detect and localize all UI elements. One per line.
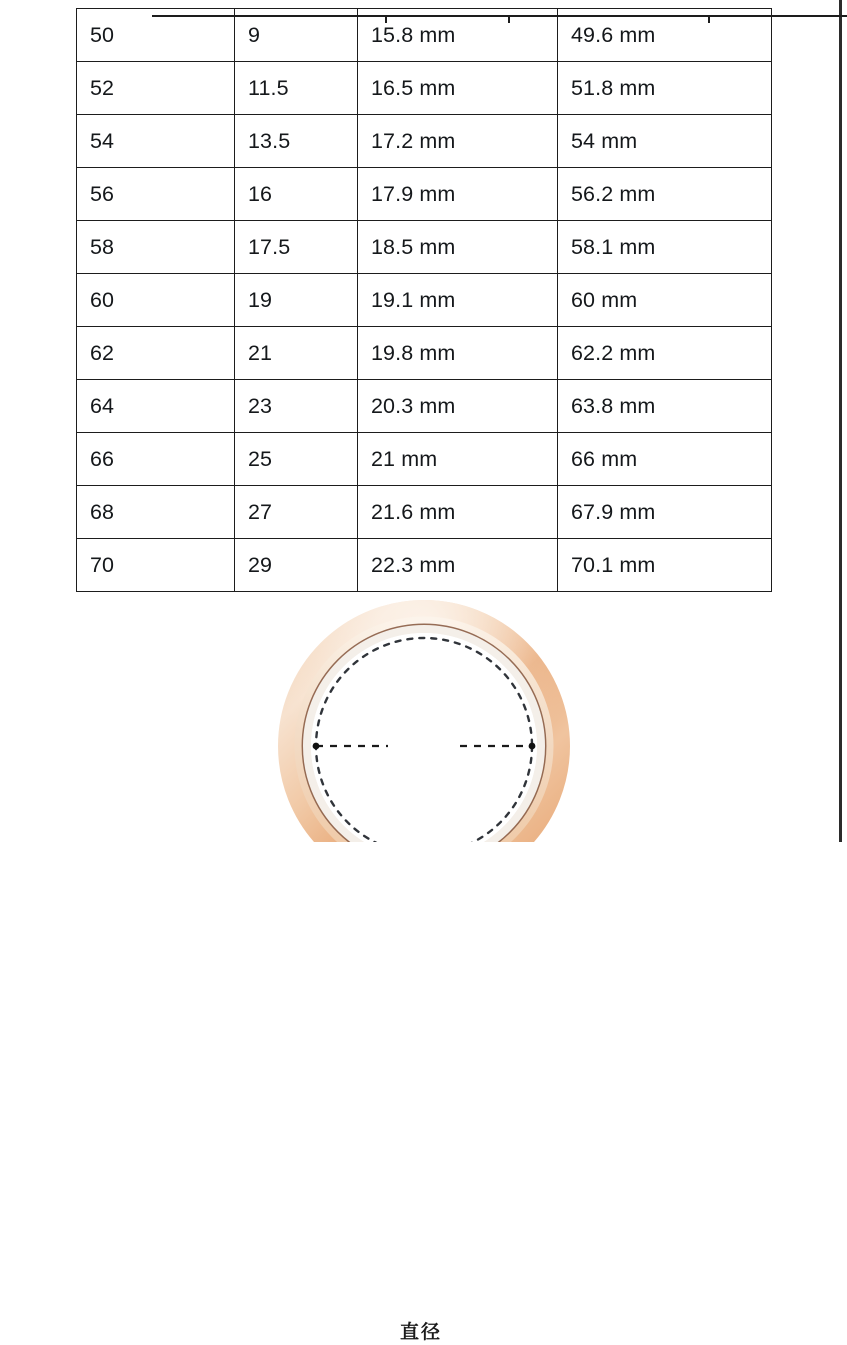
table-cell-circumference: 63.8 mm <box>558 380 772 433</box>
table-row <box>77 433 772 486</box>
table-cell-eu_size: 50 <box>77 9 235 62</box>
ring-size-table <box>76 8 772 592</box>
table-cell-diameter: 17.2 mm <box>358 115 558 168</box>
table-cell-circumference: 49.6 mm <box>558 9 772 62</box>
table-cell-diameter: 21 mm <box>358 433 558 486</box>
table-cell-diameter: 16.5 mm <box>358 62 558 115</box>
table-cell-alt_size: 11.5 <box>235 62 358 115</box>
table-cell-eu_size: 56 <box>77 168 235 221</box>
table-cell-alt_size: 9 <box>235 9 358 62</box>
table-row <box>77 221 772 274</box>
table-cell-eu_size: 64 <box>77 380 235 433</box>
table-cell-circumference: 56.2 mm <box>558 168 772 221</box>
table-cell-alt_size: 16 <box>235 168 358 221</box>
table-cell-diameter: 18.5 mm <box>358 221 558 274</box>
cropped-column-divider-3 <box>708 15 710 23</box>
table-cell-eu_size: 62 <box>77 327 235 380</box>
table-cell-circumference: 51.8 mm <box>558 62 772 115</box>
table-cell-eu_size: 58 <box>77 221 235 274</box>
table-row <box>77 380 772 433</box>
table-cell-eu_size: 52 <box>77 62 235 115</box>
cropped-header-row-rule <box>152 15 847 17</box>
table-cell-eu_size: 54 <box>77 115 235 168</box>
table-cell-diameter: 15.8 mm <box>358 9 558 62</box>
table-row <box>77 486 772 539</box>
ring-size-table-body <box>77 9 772 592</box>
table-cell-diameter: 22.3 mm <box>358 539 558 592</box>
table-row <box>77 327 772 380</box>
table-row <box>77 539 772 592</box>
table-cell-alt_size: 13.5 <box>235 115 358 168</box>
table-cell-alt_size: 27 <box>235 486 358 539</box>
ring-illustration-svg <box>0 596 842 842</box>
table-cell-alt_size: 23 <box>235 380 358 433</box>
table-cell-eu_size: 66 <box>77 433 235 486</box>
table-cell-alt_size: 19 <box>235 274 358 327</box>
diameter-endpoint-right <box>529 743 536 750</box>
table-cell-circumference: 54 mm <box>558 115 772 168</box>
table-row <box>77 168 772 221</box>
cropped-column-divider-2 <box>508 15 510 23</box>
diameter-endpoint-left <box>313 743 320 750</box>
table-row <box>77 62 772 115</box>
diameter-label: 直径 <box>399 1321 442 1343</box>
table-cell-circumference: 67.9 mm <box>558 486 772 539</box>
table-cell-circumference: 62.2 mm <box>558 327 772 380</box>
table-cell-diameter: 21.6 mm <box>358 486 558 539</box>
table-cell-diameter: 20.3 mm <box>358 380 558 433</box>
table-cell-alt_size: 29 <box>235 539 358 592</box>
table-cell-circumference: 58.1 mm <box>558 221 772 274</box>
table-cell-alt_size: 17.5 <box>235 221 358 274</box>
table-cell-alt_size: 25 <box>235 433 358 486</box>
table-cell-circumference: 70.1 mm <box>558 539 772 592</box>
table-cell-eu_size: 70 <box>77 539 235 592</box>
table-cell-circumference: 60 mm <box>558 274 772 327</box>
ring-diagram <box>0 596 842 1343</box>
table-cell-diameter: 17.9 mm <box>358 168 558 221</box>
table-cell-alt_size: 21 <box>235 327 358 380</box>
table-cell-diameter: 19.8 mm <box>358 327 558 380</box>
table-row <box>77 274 772 327</box>
table-cell-circumference: 66 mm <box>558 433 772 486</box>
ring-size-table-container <box>76 8 771 592</box>
table-cell-eu_size: 60 <box>77 274 235 327</box>
table-cell-diameter: 19.1 mm <box>358 274 558 327</box>
table-row <box>77 115 772 168</box>
table-cell-eu_size: 68 <box>77 486 235 539</box>
cropped-column-divider-1 <box>385 15 387 23</box>
